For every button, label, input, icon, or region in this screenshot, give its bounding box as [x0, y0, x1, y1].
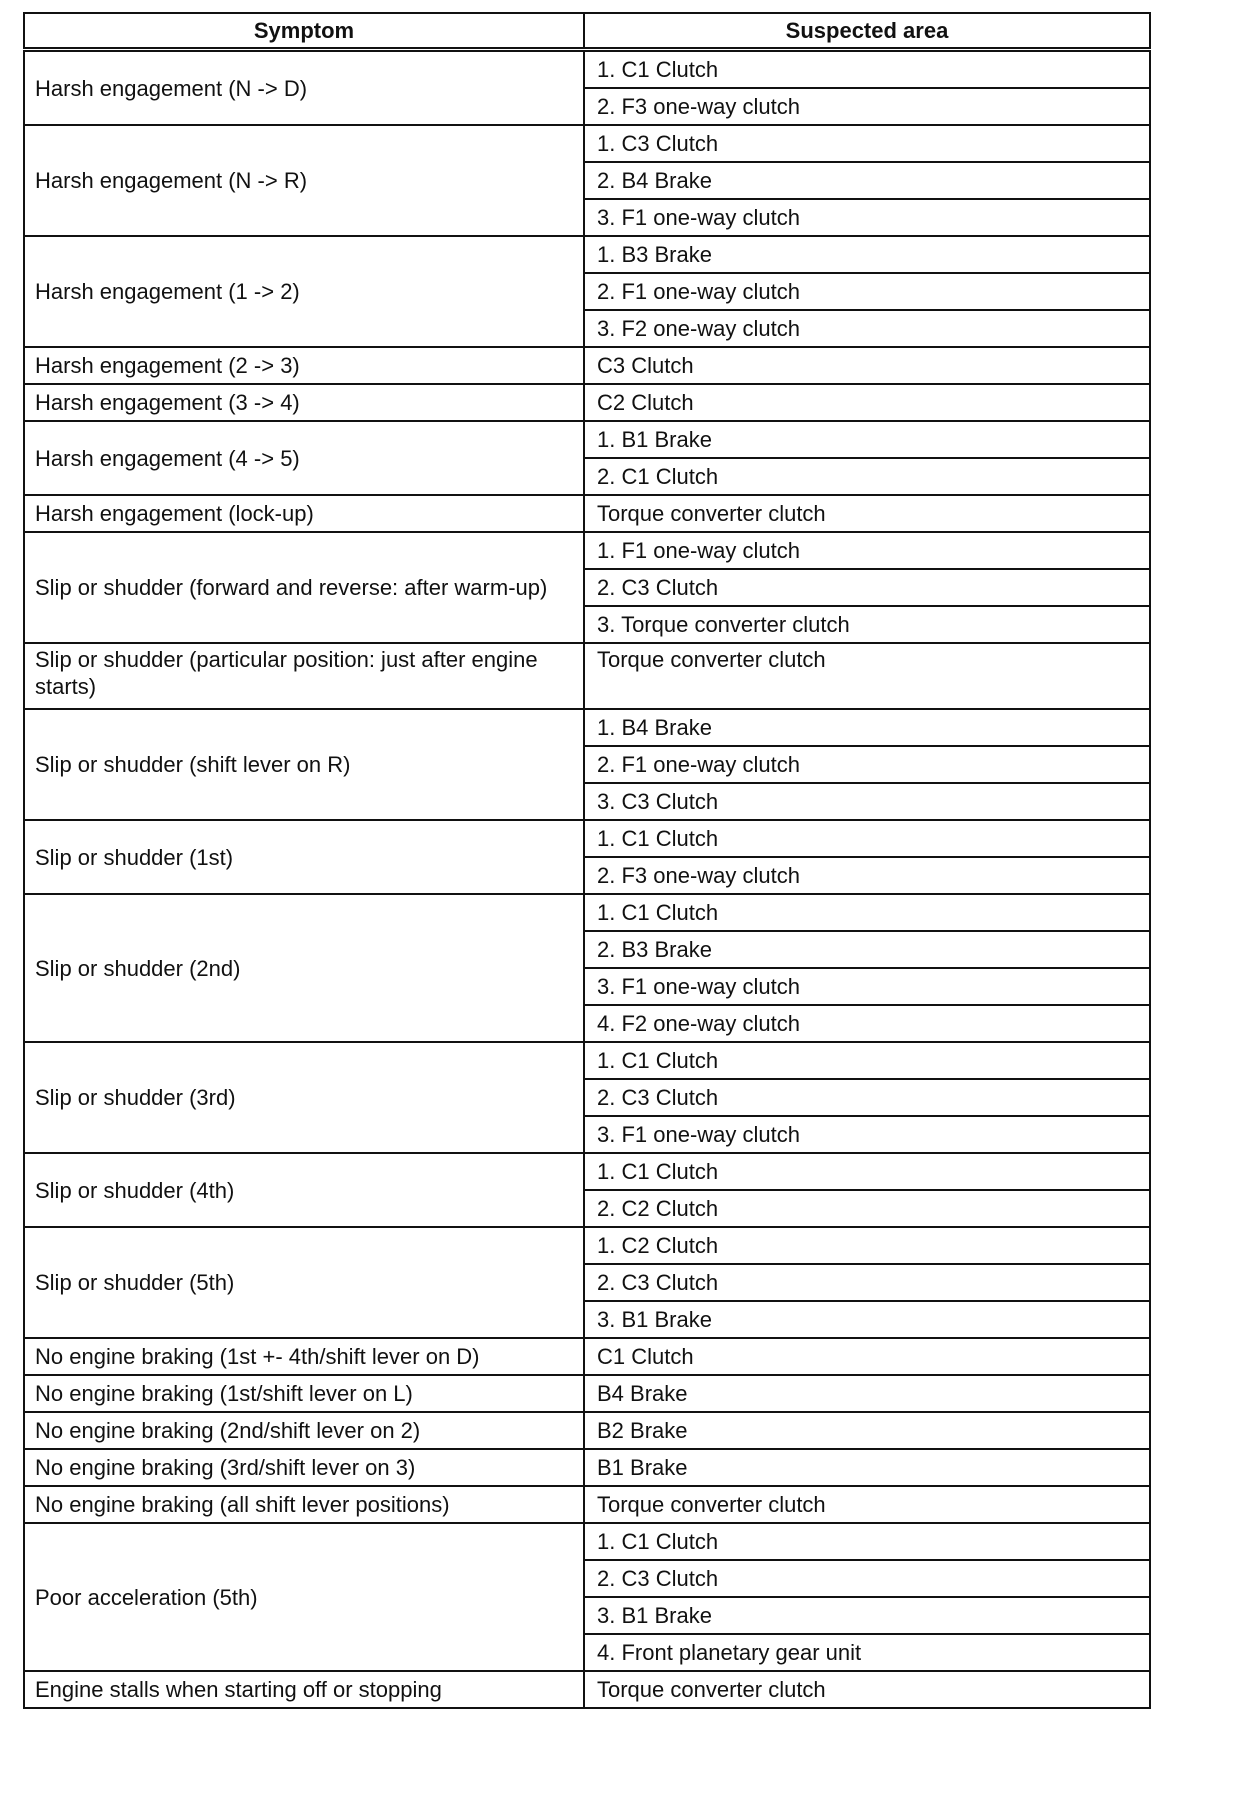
- suspected-area-cell: 2. F3 one-way clutch: [584, 857, 1150, 894]
- table-row: [24, 532, 1150, 569]
- suspected-area-cell: 3. F2 one-way clutch: [584, 310, 1150, 347]
- table-row: [24, 384, 1150, 421]
- symptom-cell: Harsh engagement (1 -> 2): [24, 236, 584, 347]
- suspected-area-cell: 2. C1 Clutch: [584, 458, 1150, 495]
- symptom-cell: Slip or shudder (forward and reverse: after warm-up): [24, 532, 584, 643]
- table-row: [24, 820, 1150, 857]
- suspected-area-cell: 3. F1 one-way clutch: [584, 199, 1150, 236]
- suspected-area-cell: 3. C3 Clutch: [584, 783, 1150, 820]
- symptom-cell: No engine braking (3rd/shift lever on 3): [24, 1449, 584, 1486]
- symptom-cell: Slip or shudder (1st): [24, 820, 584, 894]
- table-row: [24, 1671, 1150, 1708]
- suspected-area-cell: Torque converter clutch: [584, 643, 1150, 709]
- table-row: [24, 1449, 1150, 1486]
- symptom-cell: Slip or shudder (shift lever on R): [24, 709, 584, 820]
- table-row: [24, 50, 1150, 89]
- symptom-cell: Harsh engagement (4 -> 5): [24, 421, 584, 495]
- suspected-area-cell: C1 Clutch: [584, 1338, 1150, 1375]
- suspected-area-cell: 2. C3 Clutch: [584, 569, 1150, 606]
- symptom-cell: Engine stalls when starting off or stopping: [24, 1671, 584, 1708]
- suspected-area-cell: 2. C2 Clutch: [584, 1190, 1150, 1227]
- table-row: [24, 709, 1150, 746]
- table-row: [24, 1042, 1150, 1079]
- suspected-area-cell: 1. B1 Brake: [584, 421, 1150, 458]
- suspected-area-cell: Torque converter clutch: [584, 495, 1150, 532]
- symptom-cell: Slip or shudder (4th): [24, 1153, 584, 1227]
- suspected-area-cell: 2. B3 Brake: [584, 931, 1150, 968]
- suspected-area-cell: C3 Clutch: [584, 347, 1150, 384]
- suspected-area-cell: 1. C1 Clutch: [584, 50, 1150, 89]
- suspected-area-cell: 3. F1 one-way clutch: [584, 1116, 1150, 1153]
- table-row: [24, 421, 1150, 458]
- symptom-cell: Harsh engagement (N -> R): [24, 125, 584, 236]
- suspected-area-column-header: Suspected area: [584, 13, 1150, 50]
- table-row: [24, 1338, 1150, 1375]
- suspected-area-cell: 1. B3 Brake: [584, 236, 1150, 273]
- suspected-area-cell: 4. Front planetary gear unit: [584, 1634, 1150, 1671]
- table-body: [24, 50, 1150, 1709]
- table-header: [24, 13, 1150, 50]
- symptom-cell: Slip or shudder (particular position: just after engine starts): [24, 643, 584, 709]
- suspected-area-cell: 1. C1 Clutch: [584, 1523, 1150, 1560]
- suspected-area-cell: 1. C3 Clutch: [584, 125, 1150, 162]
- suspected-area-cell: 2. C3 Clutch: [584, 1264, 1150, 1301]
- symptom-cell: No engine braking (1st/shift lever on L): [24, 1375, 584, 1412]
- suspected-area-cell: 3. Torque converter clutch: [584, 606, 1150, 643]
- suspected-area-cell: Torque converter clutch: [584, 1671, 1150, 1708]
- suspected-area-cell: C2 Clutch: [584, 384, 1150, 421]
- table-row: [24, 347, 1150, 384]
- table-row: [24, 236, 1150, 273]
- suspected-area-cell: 4. F2 one-way clutch: [584, 1005, 1150, 1042]
- table-row: [24, 1523, 1150, 1560]
- symptom-table: [23, 12, 1151, 1709]
- table-row: [24, 1486, 1150, 1523]
- suspected-area-cell: 3. B1 Brake: [584, 1597, 1150, 1634]
- symptom-cell: Harsh engagement (lock-up): [24, 495, 584, 532]
- suspected-area-cell: 1. B4 Brake: [584, 709, 1150, 746]
- table-row: [24, 495, 1150, 532]
- symptom-cell: Slip or shudder (3rd): [24, 1042, 584, 1153]
- symptom-cell: Harsh engagement (N -> D): [24, 50, 584, 126]
- table-row: [24, 125, 1150, 162]
- suspected-area-cell: 2. C3 Clutch: [584, 1560, 1150, 1597]
- suspected-area-cell: 2. F1 one-way clutch: [584, 273, 1150, 310]
- table-row: [24, 1227, 1150, 1264]
- symptom-cell: Slip or shudder (5th): [24, 1227, 584, 1338]
- symptom-cell: Harsh engagement (3 -> 4): [24, 384, 584, 421]
- symptom-cell: Poor acceleration (5th): [24, 1523, 584, 1671]
- suspected-area-cell: 2. F3 one-way clutch: [584, 88, 1150, 125]
- table-row: [24, 1153, 1150, 1190]
- table-row: [24, 1412, 1150, 1449]
- suspected-area-cell: 2. C3 Clutch: [584, 1079, 1150, 1116]
- suspected-area-cell: 2. F1 one-way clutch: [584, 746, 1150, 783]
- suspected-area-cell: 2. B4 Brake: [584, 162, 1150, 199]
- table-row: [24, 643, 1150, 709]
- header-row: [24, 13, 1150, 50]
- suspected-area-cell: 3. B1 Brake: [584, 1301, 1150, 1338]
- table-row: [24, 1375, 1150, 1412]
- suspected-area-cell: 1. C1 Clutch: [584, 1153, 1150, 1190]
- symptom-cell: No engine braking (2nd/shift lever on 2): [24, 1412, 584, 1449]
- suspected-area-cell: Torque converter clutch: [584, 1486, 1150, 1523]
- suspected-area-cell: B1 Brake: [584, 1449, 1150, 1486]
- symptom-column-header: Symptom: [24, 13, 584, 50]
- suspected-area-cell: 1. C1 Clutch: [584, 820, 1150, 857]
- symptom-cell: Harsh engagement (2 -> 3): [24, 347, 584, 384]
- suspected-area-cell: 1. C1 Clutch: [584, 1042, 1150, 1079]
- symptom-cell: Slip or shudder (2nd): [24, 894, 584, 1042]
- suspected-area-cell: 3. F1 one-way clutch: [584, 968, 1150, 1005]
- suspected-area-cell: 1. F1 one-way clutch: [584, 532, 1150, 569]
- suspected-area-cell: B2 Brake: [584, 1412, 1150, 1449]
- symptom-cell: No engine braking (all shift lever positions): [24, 1486, 584, 1523]
- suspected-area-cell: B4 Brake: [584, 1375, 1150, 1412]
- symptom-cell: No engine braking (1st +- 4th/shift lever on D): [24, 1338, 584, 1375]
- suspected-area-cell: 1. C2 Clutch: [584, 1227, 1150, 1264]
- table-row: [24, 894, 1150, 931]
- suspected-area-cell: 1. C1 Clutch: [584, 894, 1150, 931]
